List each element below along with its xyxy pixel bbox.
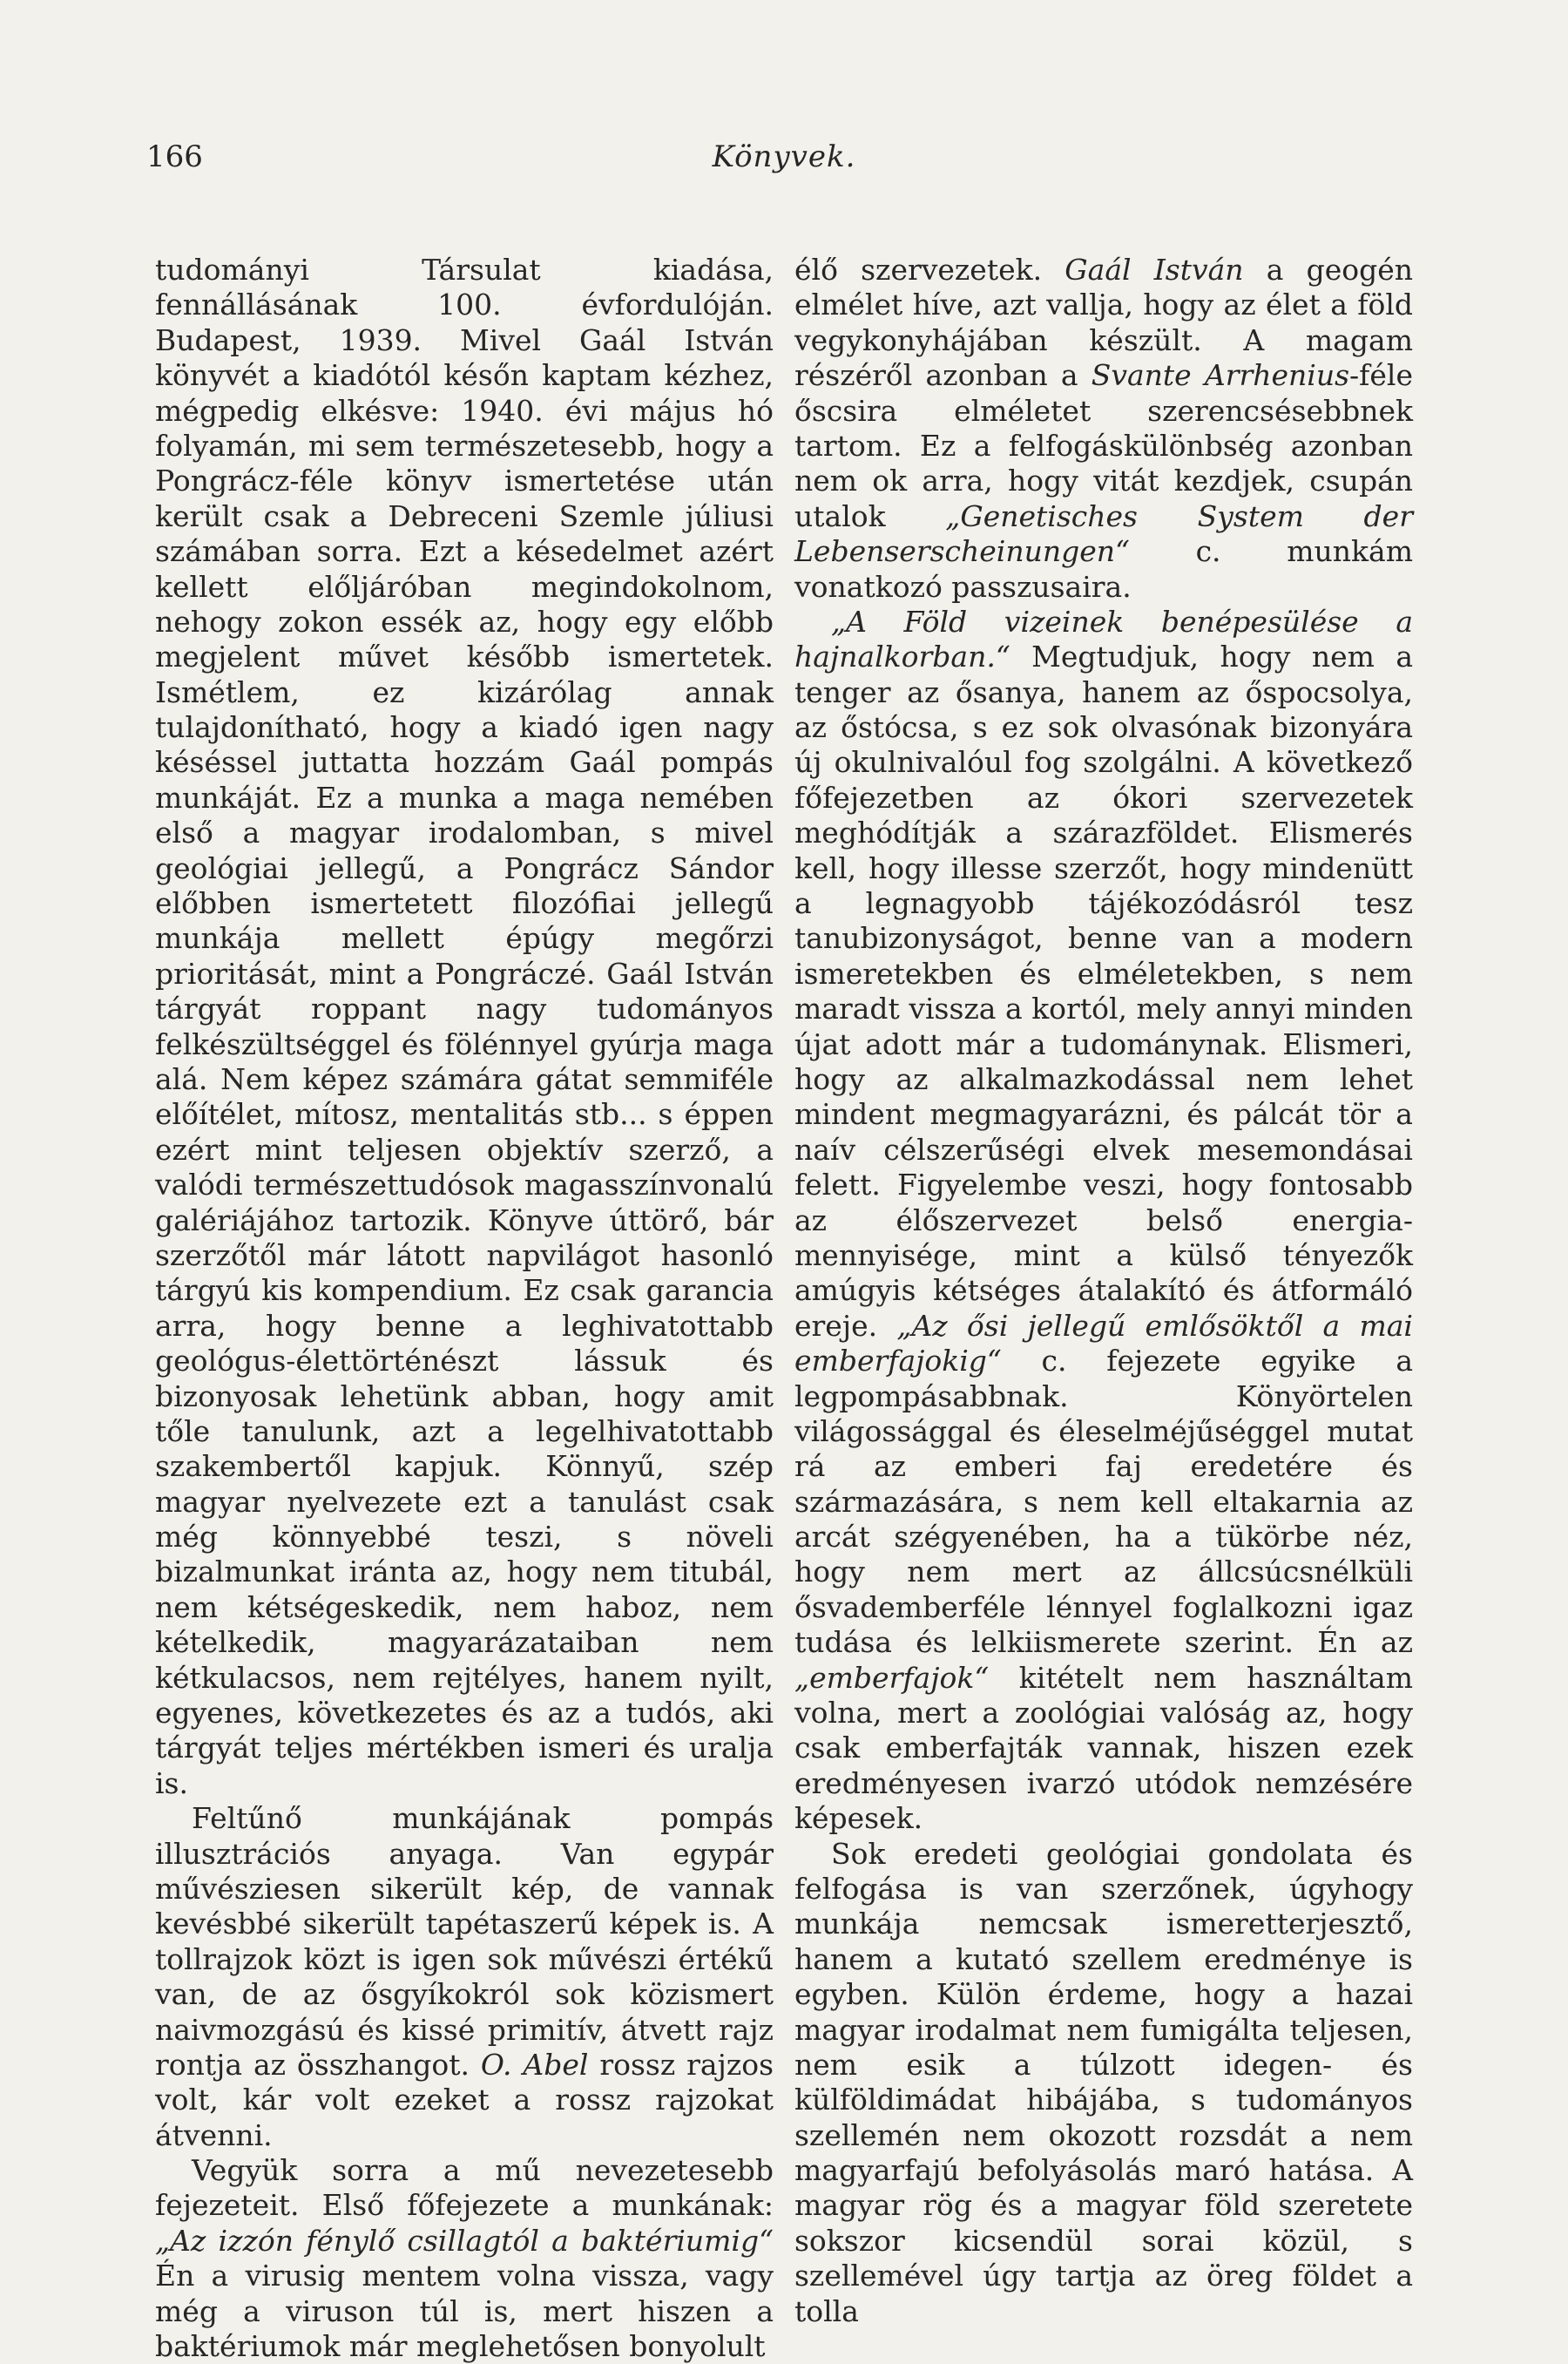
right-text-column [794,253,1413,2329]
text-run: Én a virusig mentem volna vissza, vagy még a viruson túl is, mert hiszen a baktériumok már meglehetősen bonyolult [155,2259,774,2364]
text-run: Megtudjuk, hogy nem a tenger az ősanya, hanem az őspocsolya, az őstócsa, s ez sok olvasónak bizonyára új okulnivalóul fog szolgálni. A következő főfejezetben az ókori szervezetek meghódítják a szárazföldet. Elismerés kell, hogy illesse szerzőt, hogy mindenütt a legnagyobb tájékozódásról tesz tanubizonyságot, benne van a modern ismeretekben és elméletekben, s nem maradt vissza a kortól, mely annyi minden újat adott már a tudománynak. Elismeri, hogy az alkalmazkodással nem lehet mindent megmagyarázni, és pálcát tör a naív célszerűségi elvek mesemondásai felett. Figyelembe veszi, hogy fontosabb az élőszervezet belső energia-mennyisége, mint a külső tényezők amúgyis kétséges átalakító és átformáló ereje. [794,640,1413,1343]
paragraph [794,1837,1413,2329]
italic-run: „A Föld vizeinek benépesülése a hajnalkorban.“ [794,604,1413,674]
italic-run: Svante Arrhenius [1091,358,1350,393]
italic-run: O. Abel [480,2047,589,2082]
text-run: kitételt nem használtam volna, mert a zoológiai valóság az, hogy csak emberfajták vannak, hiszen ezek eredményesen ivarzó utódok nemzésére képesek. [794,1660,1413,1836]
paragraph [155,253,774,1801]
text-run: élő szervezetek. [794,253,1065,287]
text-run: Sok eredeti geológiai gondolata és felfogása is van szerzőnek, úgyhogy munkája nemcsak ismeretterjesztő, hanem a kutató szellem eredménye is egyben. Külön érdeme, hogy a hazai magyar irodalmat nem fumigálta teljesen, nem esik a túlzott idegen- és külföldimádat hibájába, s tudományos szellemén nem okozott rozsdát a nem magyarfajú befolyásolás maró hatása. A magyar rög és a magyar föld szeretete sokszor kicsendül sorai közül, s szellemével úgy tartja az öreg földet a tolla [794,1836,1413,2328]
italic-run: „Az ősi jellegű emlősöktől a mai emberfajokig“ [794,1308,1413,1378]
paragraph [155,2153,774,2364]
page-header [146,139,1422,188]
text-run: tudományi Társulat kiadása, fennállásának 100. évfordulóján. Budapest, 1939. Mivel Gaál István könyvét a kiadótól későn kaptam kézhez, mégpedig elkésve: 1940. évi május hó folyamán, mi sem természetesebb, hogy a Pongrácz-féle könyv ismertetése után került csak a Debreceni Szemle júliusi számában sorra. Ezt a késedelmet azért kellett előljáróban megindokolnom, nehogy zokon essék az, hogy egy előbb megjelent művet később ismertetek. Ismétlem, ez kizárólag annak tulajdonítható, hogy a kiadó igen nagy késéssel juttatta hozzám Gaál pompás munkáját. Ez a munka a maga nemében első a magyar irodalomban, s mivel geológiai jellegű, a Pongrácz Sándor előbben ismertetett filozófiai jellegű munkája mellett épúgy megőrzi prioritását, mint a Pongráczé. Gaál István tárgyát roppant nagy tudományos felkészültséggel és fölénnyel gyúrja maga alá. Nem képez számára gátat semmiféle előítélet, mítosz, mentalitás stb... s éppen ezért mint teljesen objektív szerző, a valódi természettudósok magasszínvonalú galériájához tartozik. Könyve úttörő, bár szerzőtől már látott napvilágot hasonló tárgyú kis kompendium. Ez csak garancia arra, hogy benne a leghivatottabb geológus-élettörténészt lássuk és bizonyosak lehetünk abban, hogy amit tőle tanulunk, azt a legelhivatottabb szakembertől kapjuk. Könnyű, szép magyar nyelvezete ezt a tanulást csak még könnyebbé teszi, s növeli bizalmunkat iránta az, hogy nem titubál, nem kétségeskedik, nem haboz, nem kételkedik, magyarázataiban nem kétkulacsos, nem rejtélyes, hanem nyilt, egyenes, következetes és az a tudós, aki tárgyát teljes mértékben ismeri és uralja is. [155,253,774,1800]
italic-run: „emberfajok“ [794,1660,990,1695]
text-run: Vegyük sorra a mű nevezetesebb fejezeteit. Első főfejezete a munkának: [155,2153,774,2223]
page-number: 166 [146,139,203,174]
italic-run: „Genetisches System der Lebenserscheinungen“ [794,498,1413,569]
running-title: Könyvek. [712,139,856,174]
italic-run: „Az izzón fénylő csillagtól a baktériumig“ [155,2223,774,2258]
paragraph [794,253,1413,605]
text-run: rossz rajzos volt, kár volt ezeket a rossz rajzokat átvenni. [155,2047,774,2152]
paragraph [794,605,1413,1837]
text-run: Feltűnő munkájának pompás illusztrációs anyaga. Van egypár művésziesen sikerült kép, de vannak kevésbbé sikerült tapétaszerű képek is. A tollrajzok közt is igen sok művészi értékű van, de az ősgyíkokról sok közismert naivmozgású és kissé primitív, átvett rajz rontja az összhangot. [155,1801,774,2082]
text-run: a geogén elmélet híve, azt vallja, hogy az élet a föld vegykonyhájában készült. A magam részéről azonban a [794,253,1413,393]
text-run: c. munkám vonatkozó passzusaira. [794,534,1413,604]
text-run: -féle őscsira elméletet szerencsésebbnek tartom. Ez a felfogáskülönbség azonban nem ok arra, hogy vitát kezdjek, csupán utalok [794,358,1414,533]
italic-run: Gaál István [1064,253,1244,287]
paragraph [155,1801,774,2153]
left-text-column [155,253,774,2364]
text-run: c. fejezete egyike a legpompásabbnak. Könyörtelen világossággal és éleselméjűséggel mutat rá az emberi faj eredetére és származására, s nem kell eltakarnia az arcát szégyenében, ha a tükörbe néz, hogy nem mert az állcsúcsnélküli ősvademberféle lénnyel foglalkozni igaz tudása és lelkiismerete szerint. Én az [794,1344,1413,1660]
